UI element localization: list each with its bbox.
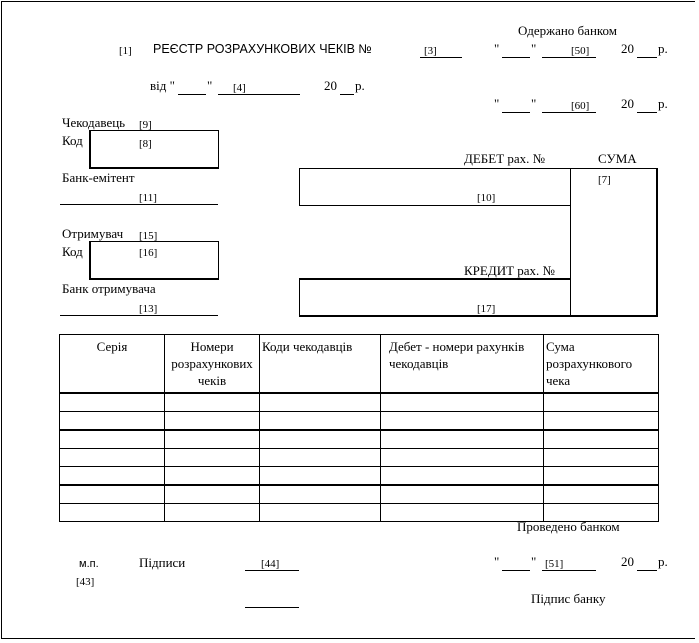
year-prefix-from: 20 (324, 78, 337, 93)
receiver-code-label: Код (62, 244, 83, 259)
field-num-9: [9] (139, 119, 152, 131)
debit-account-box[interactable] (299, 168, 571, 206)
field-num-7: [7] (598, 174, 611, 186)
bank-signature-label: Підпис банку (531, 591, 606, 606)
stamp-label: м.п. (79, 558, 99, 570)
processed-by-bank-label: Проведено банком (517, 519, 620, 534)
table-row[interactable] (60, 449, 659, 467)
field-num-13: [13] (139, 303, 158, 315)
quote-open-2: " (494, 96, 500, 111)
field-num-44: [44] (261, 558, 280, 570)
table-row[interactable] (60, 485, 659, 504)
table-row[interactable] (60, 412, 659, 431)
quote-close-2: " (531, 96, 537, 111)
year-suffix-from: р. (355, 78, 365, 93)
col-series: Серія (60, 335, 165, 394)
checks-table (59, 334, 659, 522)
register-title: РЕЄСТР РОЗРАХУНКОВИХ ЧЕКІВ № (153, 42, 372, 56)
field-num-17: [17] (477, 303, 496, 315)
from-month-line[interactable] (218, 94, 300, 95)
field-num-43: [43] (76, 576, 95, 588)
signature-line-2[interactable] (245, 607, 299, 608)
col-debit-accounts: Дебет - номери рахунків чекодавців (381, 335, 544, 394)
field-num-16: [16] (139, 247, 158, 259)
drawer-code-label: Код (62, 133, 83, 148)
col-check-numbers: Номери розрахункових чеків (165, 335, 260, 394)
field-num-50: [50] (571, 45, 590, 57)
field-num-51: [51] (545, 558, 564, 570)
receiver-label: Отримувач (62, 226, 124, 241)
field-num-10: [10] (477, 192, 496, 204)
received-year-line[interactable] (637, 57, 657, 58)
received-by-bank-label: Одержано банком (518, 23, 618, 38)
year-prefix-2: 20 (621, 96, 634, 111)
field-num-4: [4] (233, 82, 246, 94)
receiver-bank-label: Банк отримувача (62, 281, 156, 296)
table-row[interactable] (60, 393, 659, 412)
credit-account-box[interactable] (299, 278, 571, 317)
signatures-label: Підписи (139, 555, 186, 570)
field-num-8: [8] (139, 138, 152, 150)
year-prefix-1: 20 (621, 41, 634, 56)
year-suffix-2: р. (658, 96, 668, 111)
table-row[interactable] (60, 430, 659, 449)
from-label: від " (150, 78, 175, 93)
debit-account-label: ДЕБЕТ рах. № (464, 151, 546, 166)
field-num-11: [11] (139, 192, 157, 204)
from-year-line[interactable] (340, 94, 354, 95)
form-frame (1, 1, 695, 639)
quote-open-3: " (494, 554, 500, 569)
field-num-1: [1] (119, 45, 132, 57)
processed-day-line[interactable] (502, 570, 530, 571)
drawer-label: Чекодавець (62, 115, 126, 130)
field-num-60: [60] (571, 100, 590, 112)
second-day-line[interactable] (502, 112, 530, 113)
quote-close-1: " (531, 41, 537, 56)
table-row[interactable] (60, 467, 659, 486)
sum-box[interactable] (570, 168, 658, 317)
field-num-3: [3] (424, 45, 437, 57)
credit-account-label: КРЕДИТ рах. № (464, 263, 555, 278)
processed-year-line[interactable] (637, 570, 657, 571)
sum-label: СУМА (598, 151, 637, 166)
from-day-line[interactable] (178, 94, 206, 95)
issuing-bank-label: Банк-емітент (62, 170, 135, 185)
field-num-15: [15] (139, 230, 158, 242)
year-suffix-3: р. (658, 554, 668, 569)
quote-close-3: " (531, 554, 537, 569)
drawer-code-box[interactable] (89, 130, 219, 169)
quote-close-from: " (207, 78, 213, 93)
year-prefix-3: 20 (621, 554, 634, 569)
col-drawer-codes: Коди чекодавців (260, 335, 381, 394)
second-year-line[interactable] (637, 112, 657, 113)
col-check-sum: Сума розрахункового чека (544, 335, 659, 394)
received-day-line[interactable] (502, 57, 530, 58)
year-suffix-1: р. (658, 41, 668, 56)
quote-open-1: " (494, 41, 500, 56)
